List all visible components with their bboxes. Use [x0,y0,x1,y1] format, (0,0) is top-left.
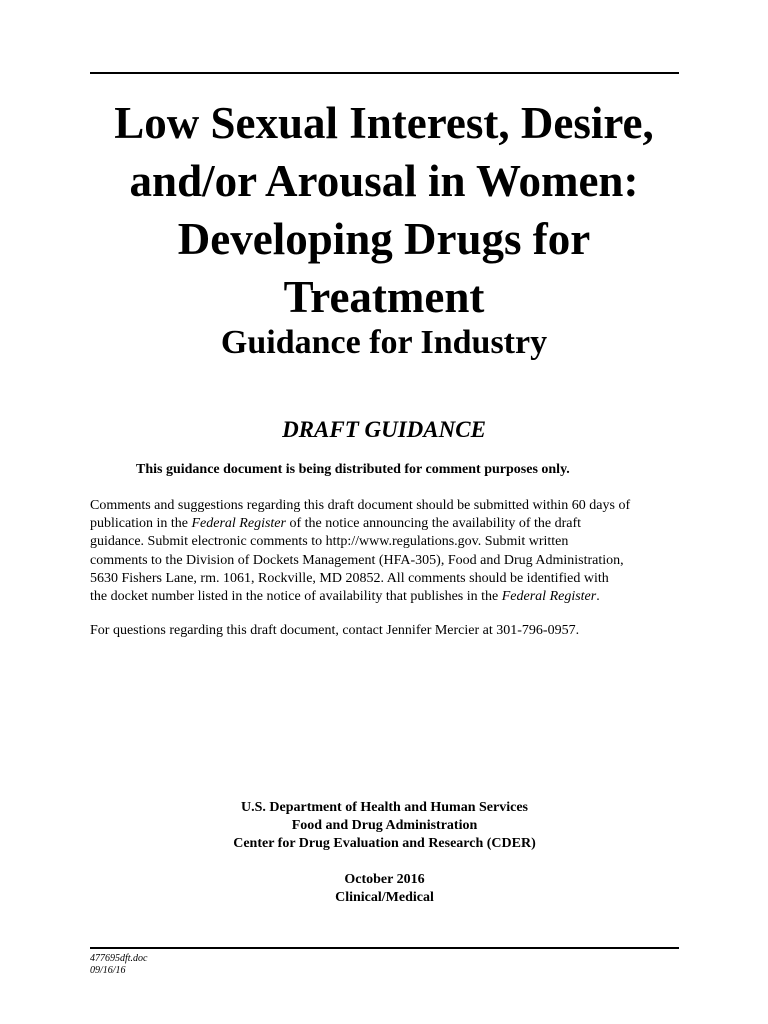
title-line: Developing Drugs for [177,214,591,264]
date-block [90,871,679,907]
comments-line: Comments and suggestions regarding this draft document should be submitted within 60 days of [90,498,631,513]
agency-line: U.S. Department of Health and Human Services [241,800,528,815]
comments-line: publication in the Federal Register of the notice announcing the availability of the draft [90,516,582,532]
footer [90,953,148,977]
document-category: Clinical/Medical [335,890,434,905]
comments-line: 5630 Fishers Lane, rm. 1061, Rockville, MD 20852. All comments should be identified with [90,570,609,586]
agency-block [90,799,679,853]
comments-line: the docket number listed in the notice of availability that publishes in the Federal Register. [90,589,600,605]
footer-doc-date: 09/16/16 [90,965,126,976]
title-line: and/or Arousal in Women: [129,156,639,206]
title-line: Treatment [283,272,485,322]
comments-paragraph [90,497,690,606]
document-subtitle: Guidance for Industry [220,324,548,361]
title-line: Low Sexual Interest, Desire, [114,98,654,148]
questions-paragraph: For questions regarding this draft document, contact Jennifer Mercier at 301-796-0957. [90,623,580,638]
federal-register-italic: Federal Register [191,516,286,532]
comments-line: guidance. Submit electronic comments to http://www.regulations.gov. Submit written [90,534,569,550]
distribution-notice: This guidance document is being distributed for comment purposes only. [136,462,570,477]
bottom-rule [90,947,679,949]
footer-doc-id: 477695dft.doc [90,953,148,964]
federal-register-italic: Federal Register [501,589,597,605]
agency-line: Food and Drug Administration [291,818,478,833]
publication-date: October 2016 [344,872,425,887]
document-title [60,94,708,326]
comments-line: comments to the Division of Dockets Management (HFA-305), Food and Drug Administration, [90,552,624,568]
draft-label: DRAFT GUIDANCE [282,417,486,442]
top-rule [90,72,679,74]
agency-line: Center for Drug Evaluation and Research (CDER) [233,836,536,851]
